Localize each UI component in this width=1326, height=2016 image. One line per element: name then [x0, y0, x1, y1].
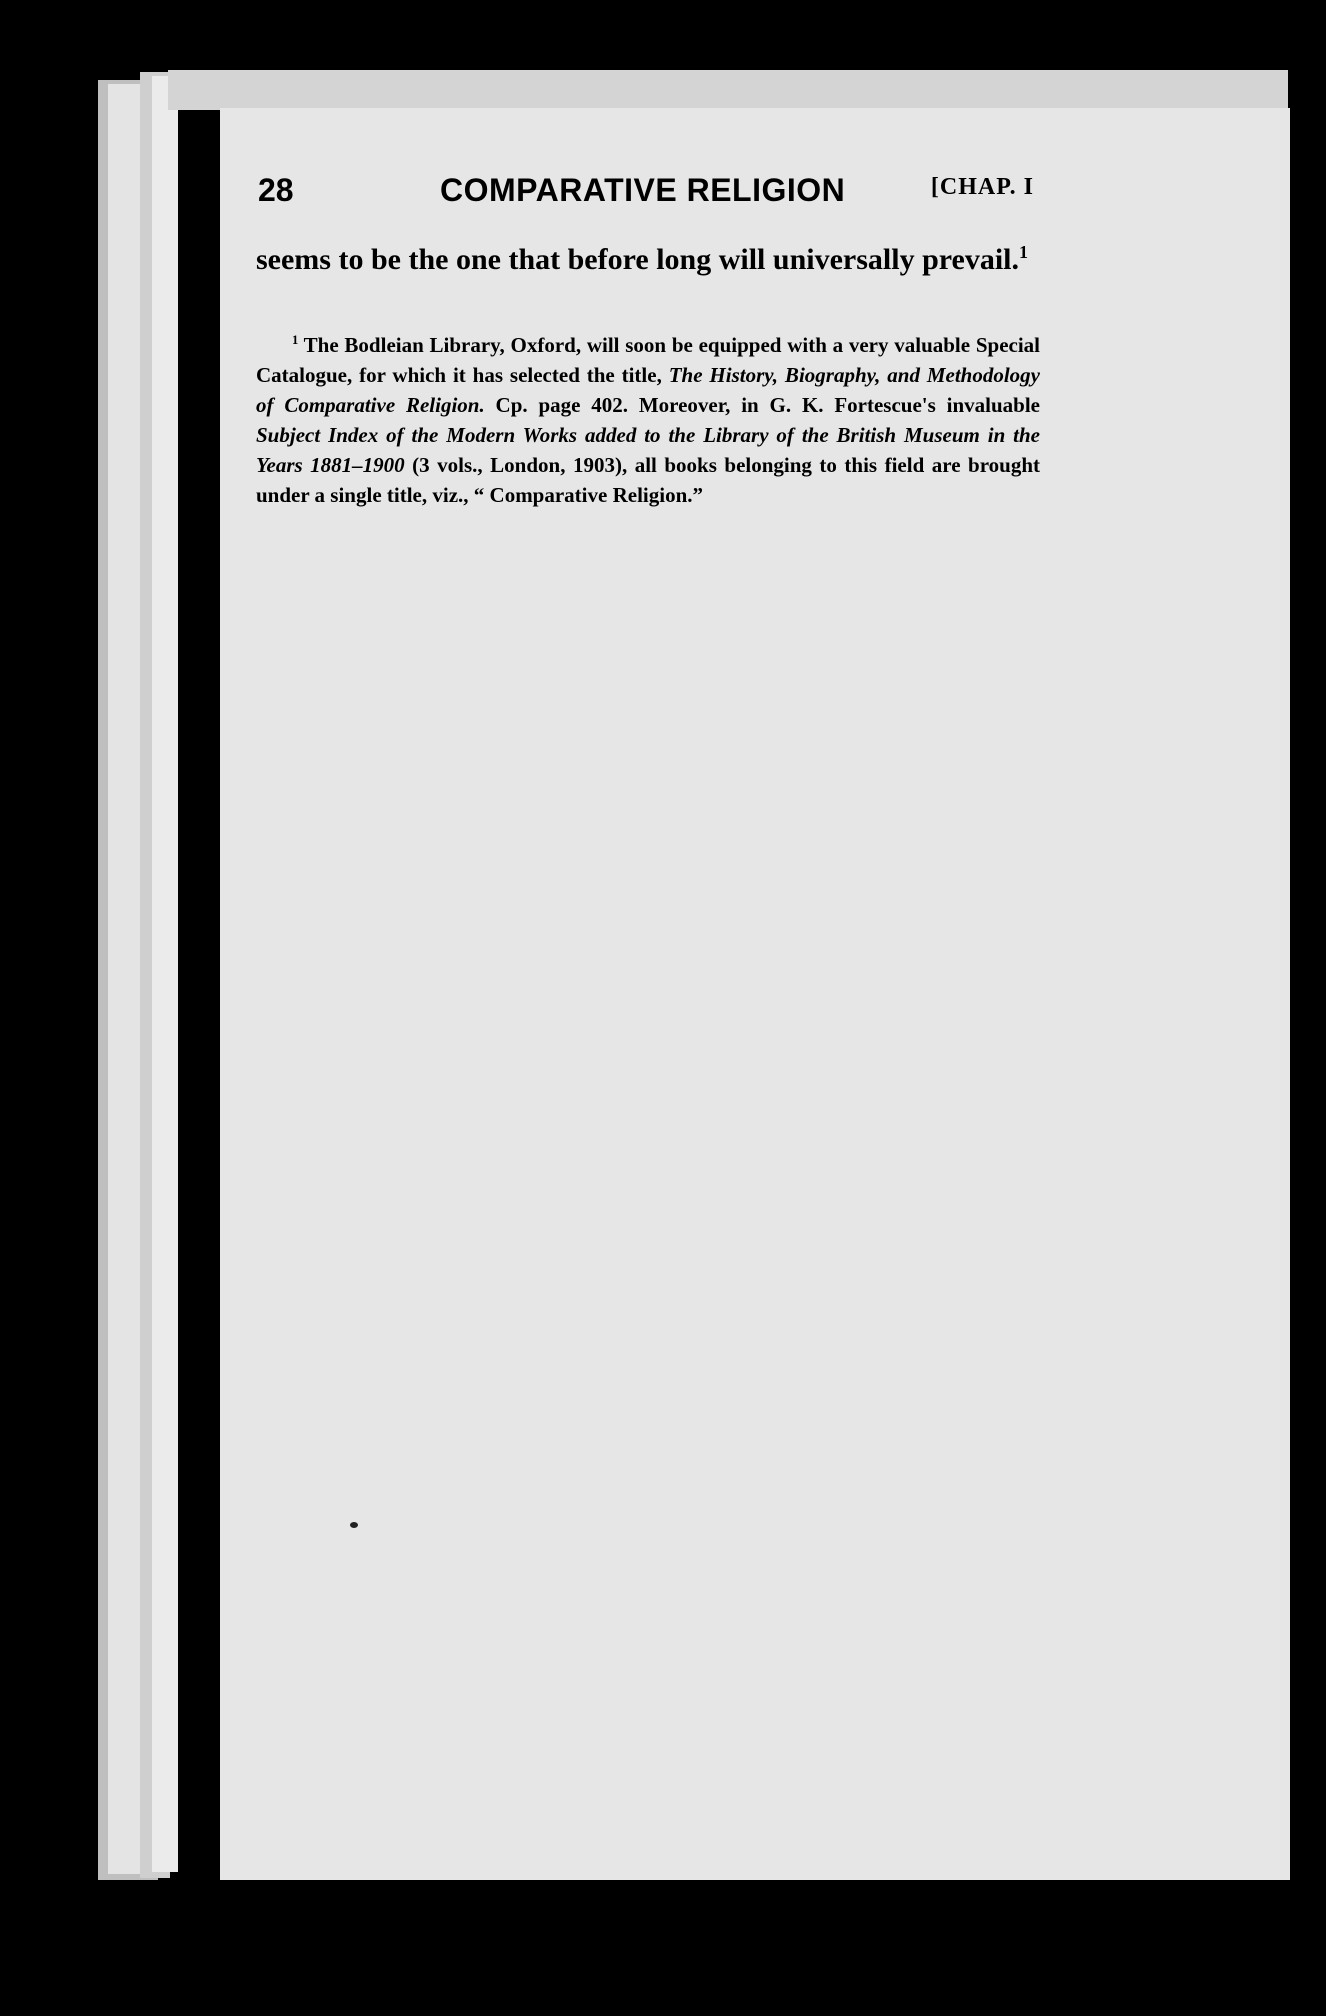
footnote-title: The History, Biography, and Methodology of Comparative Religion.: [256, 363, 1041, 417]
ink-speck: [350, 1522, 358, 1528]
page-edge: [152, 76, 178, 1872]
body-paragraph: [256, 240, 1040, 280]
running-head: COMPARATIVE RELIGION: [440, 172, 846, 208]
footnote-text: The Bodleian Library, Oxford, will soon be equipped with a very valuable Special Catalogue, for which it has selected the title,: [256, 333, 1041, 387]
chapter-label: [CHAP. I: [930, 174, 1034, 200]
page-header: [258, 172, 1034, 212]
footnote-text: Cp. page 402. Moreover, in G. K. Fortescue's invaluable: [484, 393, 1040, 417]
page-edge-top: [168, 70, 1288, 110]
footnote-marker: 1: [292, 333, 299, 347]
body-text: seems to be the one that before long will universally prevail.: [256, 243, 1020, 276]
footnote-reference: 1: [1019, 242, 1029, 262]
footnote: [256, 330, 1040, 510]
footnote-title: Subject Index of the Modern Works added to the Library of the British Museum in the Years 1881–1900: [256, 423, 1040, 477]
page-number: 28: [258, 172, 294, 208]
footnote-text: (3 vols., London, 1903), all books belonging to this field are brought under a single title, viz., “ Comparative Religion.”: [256, 453, 1040, 507]
